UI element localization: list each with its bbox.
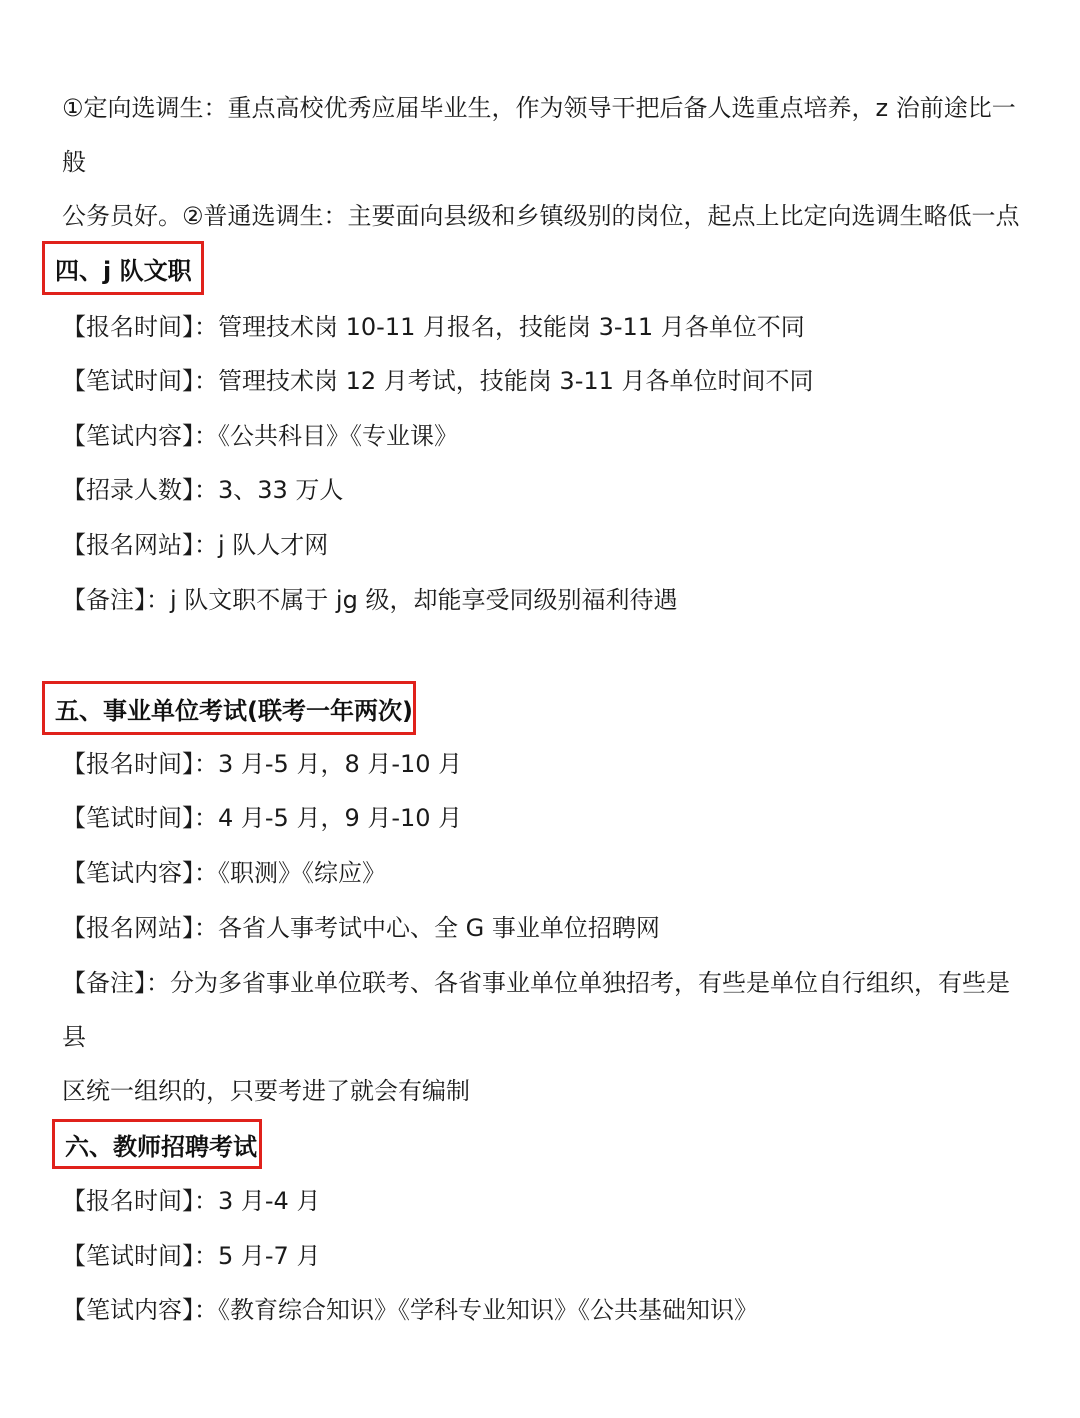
item-separator: ：	[194, 750, 218, 778]
item-label: 【笔试时间】	[62, 1242, 194, 1270]
item-separator: ：	[194, 1296, 218, 1324]
section-4-item	[62, 470, 343, 510]
item-label: 【笔试时间】	[62, 804, 194, 832]
item-separator: ：	[194, 531, 218, 559]
item-separator: ：	[194, 859, 218, 887]
item-label: 【报名时间】	[62, 750, 194, 778]
item-value: 管理技术岗 10-11 月报名，技能岗 3-11 月各单位不同	[218, 313, 805, 341]
section-5-item	[62, 908, 660, 948]
section-5-item	[62, 798, 462, 838]
item-label: 【笔试内容】	[62, 859, 194, 887]
item-value: 3 月-4 月	[218, 1187, 321, 1215]
item-label: 【备注】	[62, 586, 146, 614]
note-separator: ：	[146, 969, 170, 997]
item-separator: ：	[194, 476, 218, 504]
item-label: 【报名时间】	[62, 1187, 194, 1215]
item-separator: ：	[194, 804, 218, 832]
section-5-note	[62, 956, 1027, 1118]
section-5-item	[62, 744, 462, 784]
item-separator: ：	[194, 1187, 218, 1215]
item-value: 3 月-5 月，8 月-10 月	[218, 750, 463, 778]
item-value: 4 月-5 月，9 月-10 月	[218, 804, 463, 832]
section-6-item	[62, 1236, 320, 1276]
item-label: 【笔试时间】	[62, 367, 194, 395]
section-4-title: 四、j 队文职	[42, 241, 204, 295]
item-value: 《职测》《综应》	[218, 859, 386, 887]
item-separator: ：	[194, 422, 218, 450]
note-label: 【备注】	[62, 969, 146, 997]
intro-line-2: 公务员好。②普通选调生：主要面向县级和乡镇级别的岗位，起点上比定向选调生略低一点	[62, 202, 1020, 230]
section-4-item	[62, 580, 677, 620]
item-value: j 队人才网	[218, 531, 329, 559]
section-5-item	[62, 853, 386, 893]
item-value: 《教育综合知识》《学科专业知识》《公共基础知识》	[218, 1296, 758, 1324]
item-label: 【报名时间】	[62, 313, 194, 341]
intro-paragraph	[62, 81, 1027, 243]
section-4-item	[62, 361, 814, 401]
section-4-item	[62, 416, 458, 456]
item-value: 3、33 万人	[218, 476, 344, 504]
intro-line-1: ①定向选调生：重点高校优秀应届毕业生，作为领导干把后备人选重点培养，z 治前途比一般	[62, 94, 1016, 176]
note-line-2: 区统一组织的，只要考进了就会有编制	[62, 1077, 470, 1105]
item-separator: ：	[194, 914, 218, 942]
section-6-title: 六、教师招聘考试	[52, 1119, 262, 1169]
item-value: 5 月-7 月	[218, 1242, 321, 1270]
item-label: 【笔试内容】	[62, 422, 194, 450]
section-4-item	[62, 525, 328, 565]
item-value: 管理技术岗 12 月考试，技能岗 3-11 月各单位时间不同	[218, 367, 814, 395]
section-6-item	[62, 1181, 320, 1221]
item-value: j 队文职不属于 jg 级，却能享受同级别福利待遇	[170, 586, 678, 614]
note-line-1	[62, 956, 1027, 1064]
item-value: 《公共科目》《专业课》	[218, 422, 458, 450]
item-separator: ：	[194, 313, 218, 341]
item-label: 【报名网站】	[62, 914, 194, 942]
item-separator: ：	[194, 1242, 218, 1270]
section-6-item	[62, 1290, 758, 1330]
section-5-title: 五、事业单位考试(联考一年两次)	[42, 681, 416, 735]
item-value: 各省人事考试中心、全 G 事业单位招聘网	[218, 914, 660, 942]
item-separator: ：	[194, 367, 218, 395]
item-label: 【招录人数】	[62, 476, 194, 504]
section-4-item	[62, 307, 805, 347]
item-separator: ：	[146, 586, 170, 614]
item-label: 【报名网站】	[62, 531, 194, 559]
note-text-1: 分为多省事业单位联考、各省事业单位单独招考，有些是单位自行组织，有些是县	[62, 969, 1010, 1051]
item-label: 【笔试内容】	[62, 1296, 194, 1324]
